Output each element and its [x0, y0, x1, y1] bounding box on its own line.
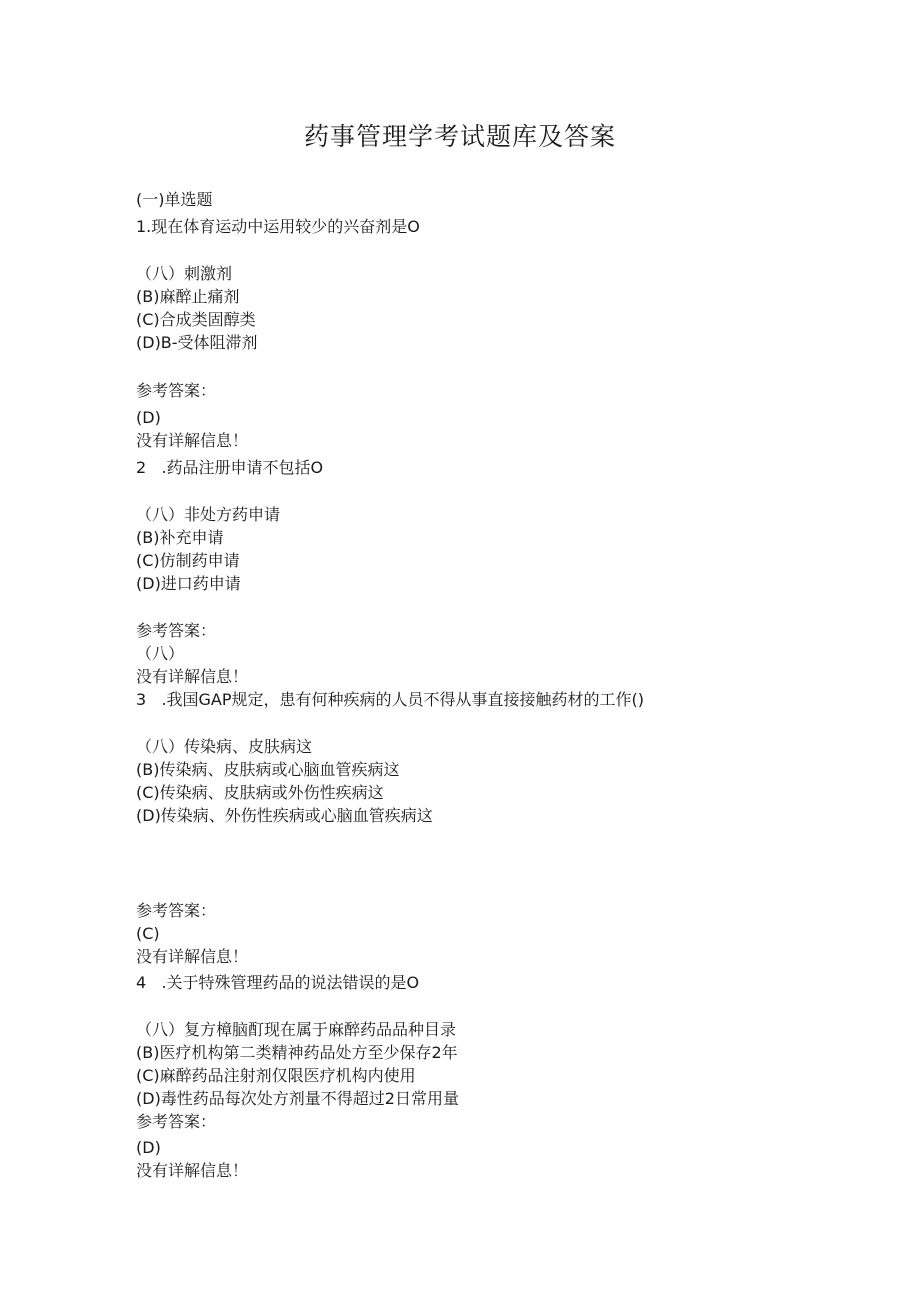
question-option: （八）传染病、皮肤病这	[136, 737, 313, 756]
answer-explanation: 没有详解信息！	[136, 1161, 249, 1180]
question-option: (D)毒性药品每次处方剂量不得超过2日常用量	[136, 1089, 459, 1108]
question-option: (B)麻醉止痛剂	[136, 287, 240, 306]
question-option: （八）刺激剂	[136, 264, 233, 283]
document-title: 药事管理学考试题库及答案	[303, 122, 616, 151]
question-option: (B)补充申请	[136, 528, 224, 547]
question-option: (B)传染病、皮肤病或心脑血管疾病这	[136, 760, 400, 779]
question-stem: 2 .药品注册申请不包括O	[136, 458, 324, 477]
question-stem: 1.现在体育运动中运用较少的兴奋剂是O	[136, 217, 420, 236]
question-option: （八）复方樟脑酊现在属于麻醉药品品种目录	[136, 1020, 457, 1039]
question-option: (C)仿制药申请	[136, 551, 240, 570]
question-option: (C)传染病、皮肤病或外伤性疾病这	[136, 783, 384, 802]
answer-label: 参考答案：	[136, 1112, 217, 1131]
answer-explanation: 没有详解信息！	[136, 947, 249, 966]
answer-explanation: 没有详解信息！	[136, 431, 249, 450]
answer-value: (C)	[136, 924, 160, 943]
question-stem: 3 .我国GAP规定，患有何种疾病的人员不得从事直接接触药材的工作()	[136, 690, 645, 709]
question-option: (D)B-受体阻滞剂	[136, 333, 258, 352]
question-option: （八）非处方药申请	[136, 505, 281, 524]
section-heading: (一)单选题	[136, 190, 213, 209]
question-option: (C)合成类固醇类	[136, 310, 256, 329]
question-option: (C)麻醉药品注射剂仅限医疗机构内使用	[136, 1066, 416, 1085]
answer-value: （八）	[136, 644, 185, 663]
question-option: (D)传染病、外伤性疾病或心脑血管疾病这	[136, 806, 433, 825]
question-option: (D)进口药申请	[136, 574, 241, 593]
question-stem: 4 .关于特殊管理药品的说法错误的是O	[136, 973, 420, 992]
answer-label: 参考答案：	[136, 901, 217, 920]
answer-explanation: 没有详解信息！	[136, 667, 249, 686]
answer-value: (D)	[136, 408, 161, 427]
answer-label: 参考答案：	[136, 621, 217, 640]
question-option: (B)医疗机构第二类精神药品处方至少保存2年	[136, 1043, 458, 1062]
answer-value: (D)	[136, 1138, 161, 1157]
answer-label: 参考答案：	[136, 381, 217, 400]
